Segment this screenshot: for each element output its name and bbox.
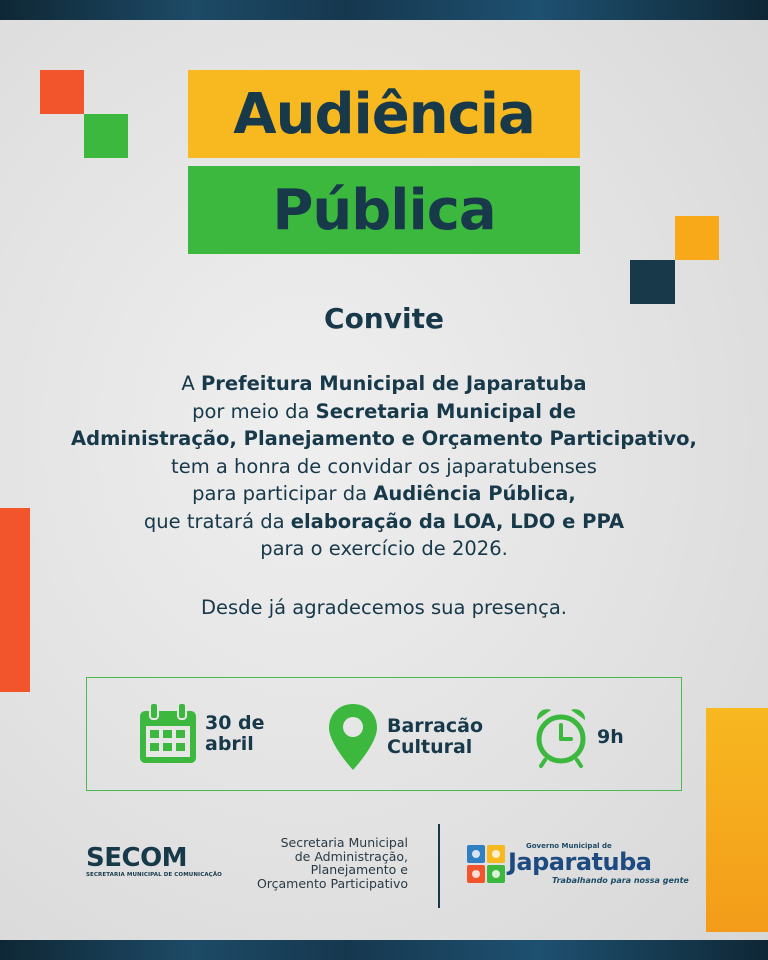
footer-logos — [0, 820, 768, 920]
japaratuba-emblem-icon — [466, 844, 506, 884]
body-line-7: para o exercício de 2026. — [260, 537, 508, 560]
event-info-box — [86, 677, 682, 791]
body-line-5: para participar da Audiência Pública, — [192, 482, 576, 505]
gov-name: Japaratuba — [508, 848, 652, 876]
decor-square-navy — [630, 260, 675, 304]
event-place — [327, 702, 483, 772]
title-line1: Audiência — [233, 81, 535, 147]
footer-divider — [438, 824, 440, 908]
decor-square-yellow — [675, 216, 719, 260]
bottom-stripe — [0, 940, 768, 960]
event-time — [533, 706, 624, 768]
gov-slogan: Trabalhando para nossa gente — [552, 876, 689, 885]
body-line-1: A Prefeitura Municipal de Japaratuba — [181, 372, 587, 395]
decor-square-green — [84, 114, 128, 158]
body-line-2: por meio da Secretaria Municipal de — [192, 399, 576, 423]
thanks-text: Desde já agradecemos sua presença. — [201, 596, 567, 619]
title-line2: Pública — [272, 177, 496, 243]
secom-wordmark: SECOM — [86, 843, 188, 873]
map-pin-icon — [327, 702, 379, 772]
secom-subtitle: SECRETARIA MUNICIPAL DE COMUNICAÇÃO — [86, 872, 222, 878]
event-date — [137, 702, 265, 766]
event-time-label: 9h — [597, 725, 624, 748]
secretaria-name: Secretaria Municipal de Administração, Planejamento e Orçamento Participativo — [256, 835, 408, 891]
alarm-clock-icon — [533, 706, 589, 768]
decor-square-orange — [40, 70, 84, 114]
invite-heading: Convite — [324, 302, 444, 335]
body-line-3: Administração, Planejamento e Orçamento Participativo, — [71, 427, 697, 450]
gov-caption: Governo Municipal de — [526, 842, 612, 850]
japaratuba-logo — [466, 842, 689, 886]
top-stripe — [0, 0, 768, 20]
title-band-green — [188, 166, 580, 254]
body-line-4: tem a honra de convidar os japaratubenses — [171, 454, 597, 478]
event-place-label: Barracão Cultural — [387, 715, 484, 758]
calendar-icon — [137, 702, 199, 766]
body-line-6: que tratará da elaboração da LOA, LDO e PPA — [143, 509, 625, 533]
secom-logo — [86, 843, 222, 878]
title-band-yellow — [188, 70, 580, 158]
invite-body — [24, 370, 744, 563]
event-date-label: 30 de abril — [205, 712, 265, 755]
